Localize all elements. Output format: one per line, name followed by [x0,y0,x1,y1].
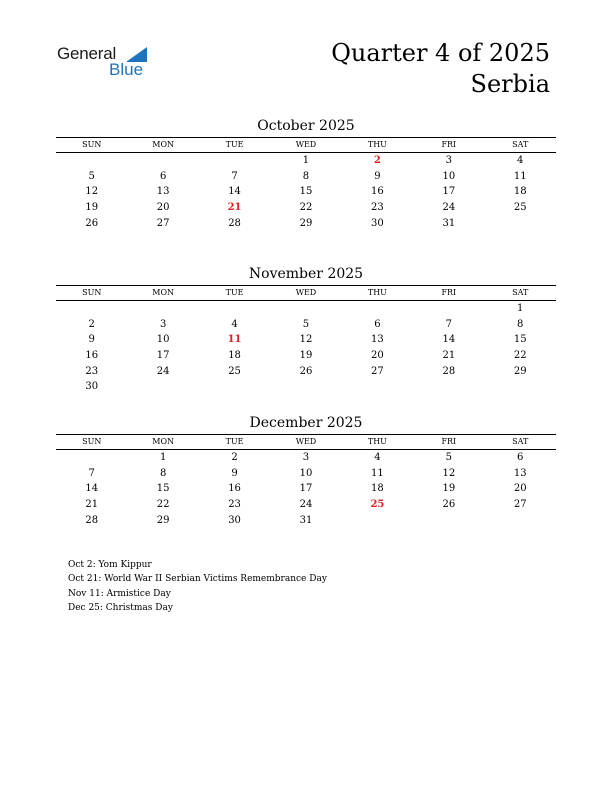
day-cell: 1 [517,303,524,314]
logo-blue-text: Blue [109,60,144,79]
day-cell [413,379,484,395]
day-cell: 2 [88,318,95,330]
day-cell: 6 [159,170,167,182]
day-cell: 14 [442,334,456,346]
day-cell: 21 [85,499,99,511]
day-cell: 25 [228,365,241,377]
day-cell: 13 [156,186,170,198]
day-cell: 28 [228,217,241,229]
day-cell: 14 [228,186,241,198]
weekday-label: MON [152,437,174,446]
holiday-note: Oct 2: Yom Kippur [68,560,152,570]
weekday-label: SAT [512,437,529,446]
day-cell: 17 [299,483,313,495]
week-row [56,450,556,466]
week-row [56,513,556,529]
weekday-label: TUE [225,437,244,446]
day-cell [199,379,270,395]
day-cell: 29 [299,217,313,229]
day-cell: 4 [231,318,238,330]
day-cell: 3 [302,452,310,463]
weekday-label: WED [295,288,317,297]
week-row [56,364,556,380]
day-cell: 4 [374,452,381,463]
day-cell: 17 [442,186,456,198]
day-cell: 3 [159,318,167,330]
day-cell [127,153,198,169]
week-row [56,497,556,513]
week-row [56,348,556,364]
brand-logo [57,44,157,80]
day-cell: 12 [85,186,99,198]
holiday-day-cell: 25 [370,499,385,511]
day-cell: 26 [442,499,456,511]
day-cell: 24 [299,499,313,511]
day-cell: 4 [517,155,524,166]
title-country: Serbia [470,70,550,98]
weekday-label: THU [367,437,387,446]
logo-general-text: General [57,44,117,63]
day-cell: 24 [442,202,456,214]
day-cell: 18 [513,186,527,198]
day-cell: 26 [85,217,99,229]
title-quarter: Quarter 4 of 2025 [331,39,550,67]
day-cell: 20 [513,483,527,495]
day-cell: 19 [442,483,456,495]
week-row [56,332,556,348]
day-cell [270,379,341,395]
week-row [56,466,556,482]
day-cell: 16 [85,350,99,362]
day-cell: 22 [513,350,527,362]
holiday-day-cell: 2 [373,155,381,166]
weekday-label: FRI [441,140,457,149]
week-row [56,481,556,497]
week-row [56,169,556,185]
day-cell [485,379,556,395]
weekday-label: FRI [441,437,457,446]
day-cell: 12 [299,334,313,346]
week-row [56,317,556,333]
day-cell [270,301,341,317]
day-cell: 20 [156,202,170,214]
holiday-notes [68,558,327,615]
day-cell: 10 [442,170,456,182]
day-cell: 30 [371,217,384,229]
day-cell: 1 [159,452,167,463]
month-november [56,265,556,395]
day-cell: 29 [156,514,170,526]
day-cell: 21 [442,350,456,362]
week-row [56,216,556,232]
month-title: November 2025 [248,266,364,282]
weekday-label: MON [152,288,174,297]
weekday-label: TUE [225,288,244,297]
day-cell: 20 [371,350,384,362]
day-cell: 23 [228,499,241,511]
day-cell [56,153,127,169]
day-cell: 27 [371,365,384,377]
day-cell: 31 [299,514,313,526]
weekday-label: SUN [82,437,102,446]
weekday-label: TUE [225,140,244,149]
day-cell: 5 [302,318,310,330]
day-cell: 3 [445,155,452,166]
weekday-label: WED [295,140,317,149]
day-cell: 9 [374,170,381,182]
weekday-header [56,434,556,450]
day-cell: 5 [88,170,95,182]
day-cell: 10 [156,334,170,346]
day-cell: 15 [513,334,527,346]
day-cell: 2 [231,452,238,463]
day-cell: 14 [85,483,99,495]
day-cell: 13 [371,334,384,346]
weekday-label: MON [152,140,174,149]
day-cell: 15 [299,186,313,198]
weekday-label: THU [367,288,387,297]
day-cell: 23 [85,365,99,377]
holiday-note: Nov 11: Armistice Day [68,588,171,599]
weekday-label: SAT [512,140,529,149]
day-cell: 13 [513,467,527,479]
day-cell: 6 [517,452,524,463]
weekday-header [56,285,556,301]
weekday-label: SAT [512,288,529,297]
day-cell: 22 [299,202,313,214]
week-row [56,200,556,216]
day-cell: 9 [88,334,95,346]
week-row [56,153,556,169]
holiday-note: Oct 21: World War II Serbian Victims Remembrance Day [68,574,327,585]
day-cell: 25 [513,202,527,214]
day-cell: 18 [371,483,384,495]
day-cell [413,513,484,529]
day-cell: 7 [88,467,95,479]
day-cell: 30 [228,514,241,526]
day-cell: 16 [371,186,384,198]
day-cell: 9 [231,467,238,479]
day-cell: 7 [231,170,238,182]
day-cell: 16 [228,483,241,495]
day-cell: 17 [156,350,170,362]
day-cell: 5 [445,452,452,463]
day-cell [485,216,556,232]
day-cell [127,301,198,317]
day-cell: 6 [374,318,381,330]
week-row [56,379,556,395]
page-title [331,38,550,100]
day-cell: 22 [156,499,170,511]
weekday-label: SUN [82,140,102,149]
holiday-day-cell: 21 [227,202,242,214]
day-cell: 27 [513,499,527,511]
day-cell [199,153,270,169]
day-cell: 7 [445,318,452,330]
day-cell [342,379,413,395]
month-october [56,117,556,231]
holiday-day-cell: 11 [227,334,242,346]
day-cell: 24 [156,365,170,377]
day-cell: 8 [302,170,310,182]
day-cell [413,301,484,317]
weekday-header [56,137,556,153]
day-cell [199,301,270,317]
day-cell: 12 [442,467,456,479]
day-cell: 19 [299,350,313,362]
day-cell: 1 [302,155,310,166]
day-cell [485,513,556,529]
day-cell: 26 [299,365,313,377]
month-title: October 2025 [257,118,355,134]
month-december [56,414,556,528]
month-title: December 2025 [249,415,363,431]
day-cell: 11 [371,467,384,479]
day-cell [342,513,413,529]
day-cell: 10 [299,467,313,479]
day-cell: 15 [156,483,170,495]
weekday-label: SUN [82,288,102,297]
weekday-label: WED [295,437,317,446]
day-cell: 28 [85,514,99,526]
day-cell [56,301,127,317]
day-cell: 8 [159,467,167,479]
day-cell [56,450,127,466]
day-cell: 29 [513,365,527,377]
day-cell: 8 [517,318,524,330]
holiday-note: Dec 25: Christmas Day [68,602,173,613]
day-cell: 31 [442,217,456,229]
weekday-label: THU [367,140,387,149]
weekday-label: FRI [441,288,457,297]
day-cell [127,379,198,395]
week-row [56,301,556,317]
day-cell [342,301,413,317]
day-cell: 23 [371,202,384,214]
day-cell: 27 [156,217,170,229]
day-cell: 11 [513,170,527,182]
day-cell: 19 [85,202,99,214]
day-cell: 30 [85,381,99,393]
day-cell: 18 [228,350,241,362]
week-row [56,184,556,200]
day-cell: 28 [442,365,456,377]
